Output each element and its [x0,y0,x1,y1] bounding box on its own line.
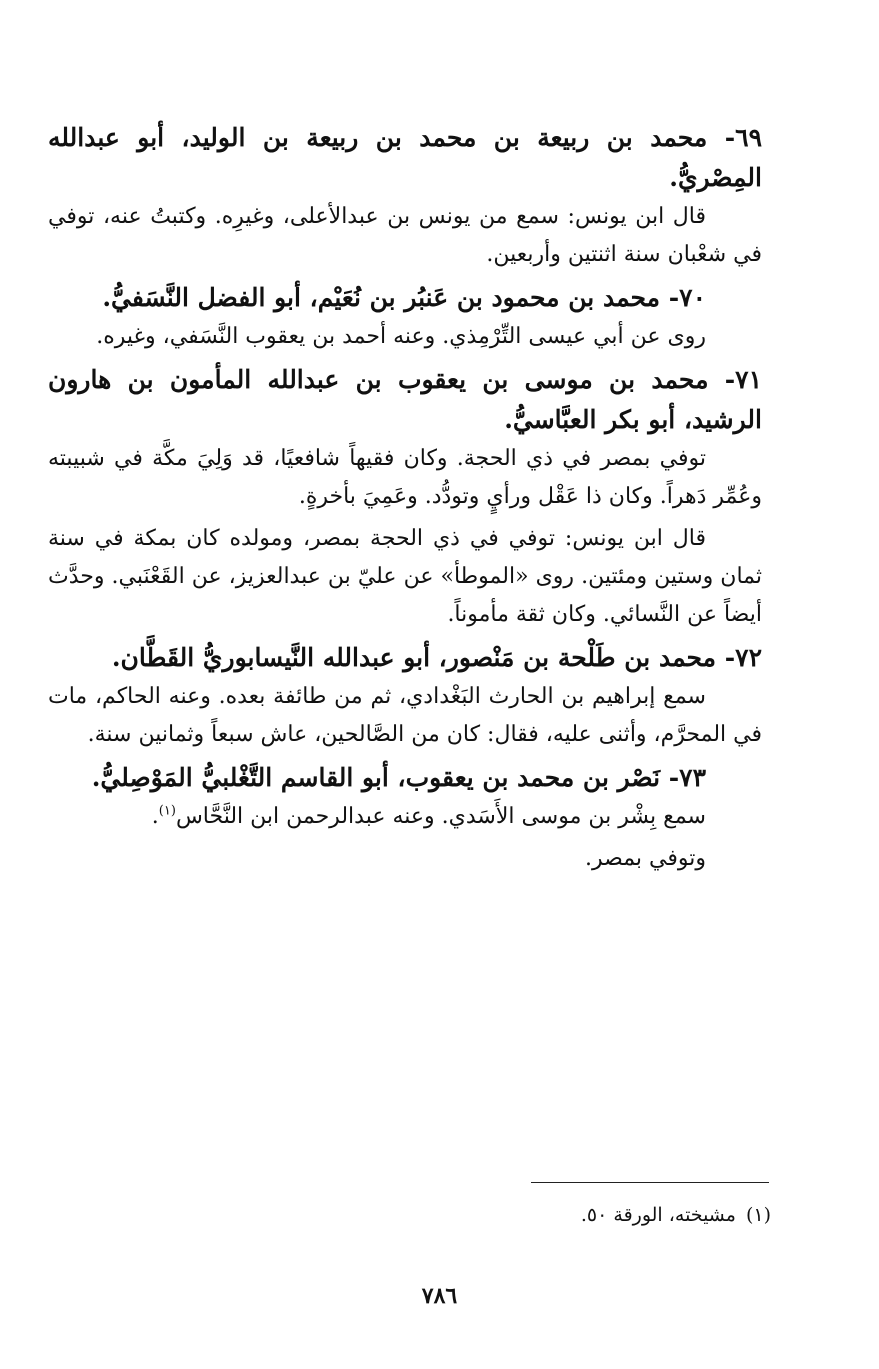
footnote-text: مشيخته، الورقة ٥٠. [580,1204,736,1226]
page-number: ٧٨٦ [421,1283,458,1309]
entry-title-73: ٧٣- نَصْر بن محمد بن يعقوب، أبو القاسم التَّغْلبيُّ المَوْصِليُّ. [91,763,706,792]
entry-title-71: ٧١- محمد بن موسى بن يعقوب بن عبدالله المأمون بن هارون الرشيد، أبو بكر العبَّاسيُّ. [48,365,762,434]
entry-title-72: ٧٢- محمد بن طَلْحة بن مَنْصور، أبو عبدالله النَّيسابوريُّ القَطَّان. [111,643,762,672]
footnote-number: (١) [745,1204,771,1226]
entry-paragraph-69: قال ابن يونس: سمع من يونس بن عبدالأعلى، وغيرِه. وكتبتُ عنه، توفي في شعْبان سنة اثنتين وأربعين. [48,204,762,267]
entry-title-70: ٧٠- محمد بن محمود بن عَنبُر بن نُعَيْم، أبو الفضل النَّسَفيُّ. [102,283,706,312]
footnote-marker-period: . [151,804,159,829]
footnote-divider [531,1182,769,1183]
entry-title-69: ٦٩- محمد بن ربيعة بن محمد بن ربيعة بن الوليد، أبو عبدالله المِصْريُّ. [48,123,762,192]
entry-paragraph-70: روى عن أبي عيسى التِّرْمِذي. وعنه أحمد بن يعقوب النَّسَفي، وغيره. [96,324,706,349]
entry-paragraph-71a: توفي بمصر في ذي الحجة. وكان فقيهاً شافعيًا، قد وَلِيَ مكَّة في شبيبته وعُمِّر دَهراً. وكان ذا عَقْل ورأيٍ وتودُّد. وعَمِيَ بأخرةٍ. [48,446,762,509]
entry-paragraph-71b: قال ابن يونس: توفي في ذي الحجة بمصر، ومولده كان بمكة في سنة ثمان وستين ومئتين. روى «الموطأ» عن عليّ بن عبدالعزيز، عن القَعْنَبي. وحدَّث أيضاً عن النَّسائي. وكان ثقة مأموناً. [48,526,762,627]
entry-paragraph-73b: وتوفي بمصر. [584,846,706,871]
footnote [271,1200,771,1230]
footnote-marker[interactable]: (١) [158,803,176,819]
page-body [48,118,762,882]
entry-paragraph-73a [48,798,762,836]
entry-paragraph-73a-text: سمع بِشْر بن موسى الأَسَدي. وعنه عبدالرحمن ابن النَّحَّاس [175,804,706,829]
entry-paragraph-72: سمع إبراهيم بن الحارث البَغْدادي، ثم من طائفة بعده. وعنه الحاكم، مات في المحرَّم، وأثنى عليه، فقال: كان من الصَّالحين، عاش سبعاً وثمانين سنة. [48,684,762,747]
